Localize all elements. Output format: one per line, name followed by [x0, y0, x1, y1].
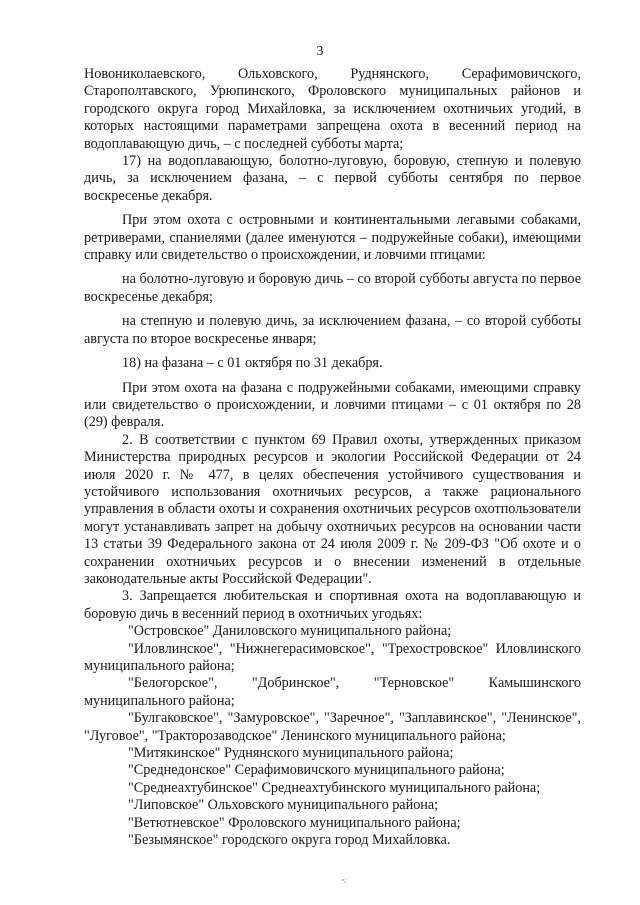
list-item: "Островское" Даниловского муниципального района;: [128, 623, 452, 640]
document-body: [84, 66, 581, 849]
paragraph-steppe-game: на степную и полевую дичь, за исключением фазана, – со второй субботы августа по второе воскресенье января;: [84, 313, 581, 347]
paragraph-section-3: 3. Запрещается любительская и спортивная охота на водоплавающую и боровую дичь в весенний период в охотничьих угодьях:: [84, 588, 581, 622]
paragraph-continuation: Новониколаевского, Ольховского, Руднянского, Серафимовичского, Старополтавского, Урюпинского, Фроловского муниципальных районов и городского округа город Михайловка, за исключением охотничьих угодий, в которых настоящими параметрами запрещена охота в весенний период на водоплавающую дичь, – с последней субботы марта;: [84, 66, 581, 152]
scan-speck: [341, 878, 349, 884]
list-item: "Липовское" Ольховского муниципального района;: [128, 797, 439, 814]
paragraph-bog-game: на болотно-луговую и боровую дичь – со второй субботы августа по первое воскресенье декабря;: [84, 271, 581, 305]
list-item: "Булгаковское", "Замуровское", "Заречное", "Заплавинское", "Ленинское", "Луговое", "Тракторозаводское" Ленинского муниципального района;: [84, 710, 581, 744]
paragraph-dogs-birds: При этом охота с островными и континентальными легавыми собаками, ретриверами, спаниелями (далее именуются – подружейные собаки), имеющими справку или свидетельство о происхождении, и ловчими птицами:: [84, 212, 581, 264]
paragraph-section-2: 2. В соответствии с пунктом 69 Правил охоты, утвержденных приказом Министерства природных ресурсов и экологии Российской Федерации от 24 июля 2020 г. № 477, в целях обеспечения устойчивого существования и устойчивого использования охотничьих ресурсов, а также рационального управления в области охоты и сохранения охотничьих ресурсов охотпользователи могут устанавливать запрет на добычу охотничьих ресурсов на основании части 13 статьи 39 Федерального закона от 24 июля 2009 г. № 209-ФЗ "Об охоте и о сохранении охотничьих ресурсов и о внесении изменений в отдельные законодательные акты Российской Федерации".: [84, 431, 581, 587]
paragraph-item-17: 17) на водоплавающую, болотно-луговую, боровую, степную и полевую дичь, за исключением фазана, – с первой субботы сентября по первое воскресенье декабря.: [84, 153, 581, 204]
paragraph-item-18: 18) на фазана – с 01 октября по 31 декабря.: [122, 355, 383, 372]
list-item: "Среднеахтубинское" Среднеахтубинского муниципального района;: [128, 779, 541, 796]
paragraph-pheasant: При этом охота на фазана с подружейными собаками, имеющими справку или свидетельство о происхождении, и ловчими птицами – с 01 октября по 28 (29) февраля.: [84, 379, 581, 431]
list-item: "Ветютневское" Фроловского муниципального района;: [128, 814, 461, 831]
page-number: 3: [316, 44, 324, 59]
list-item: "Среднедонское" Серафимовичского муниципального района;: [128, 762, 505, 779]
list-item: "Митякинское" Руднянского муниципального района;: [128, 745, 454, 762]
list-item: "Безымянское" городского округа город Михайловка.: [128, 832, 451, 849]
list-item: "Иловлинское", "Нижнегерасимовское", "Трехостровское" Иловлинского муниципального района;: [84, 640, 581, 674]
list-item: "Белогорское", "Добринское", "Терновское" Камышинского муниципального района;: [84, 675, 581, 709]
